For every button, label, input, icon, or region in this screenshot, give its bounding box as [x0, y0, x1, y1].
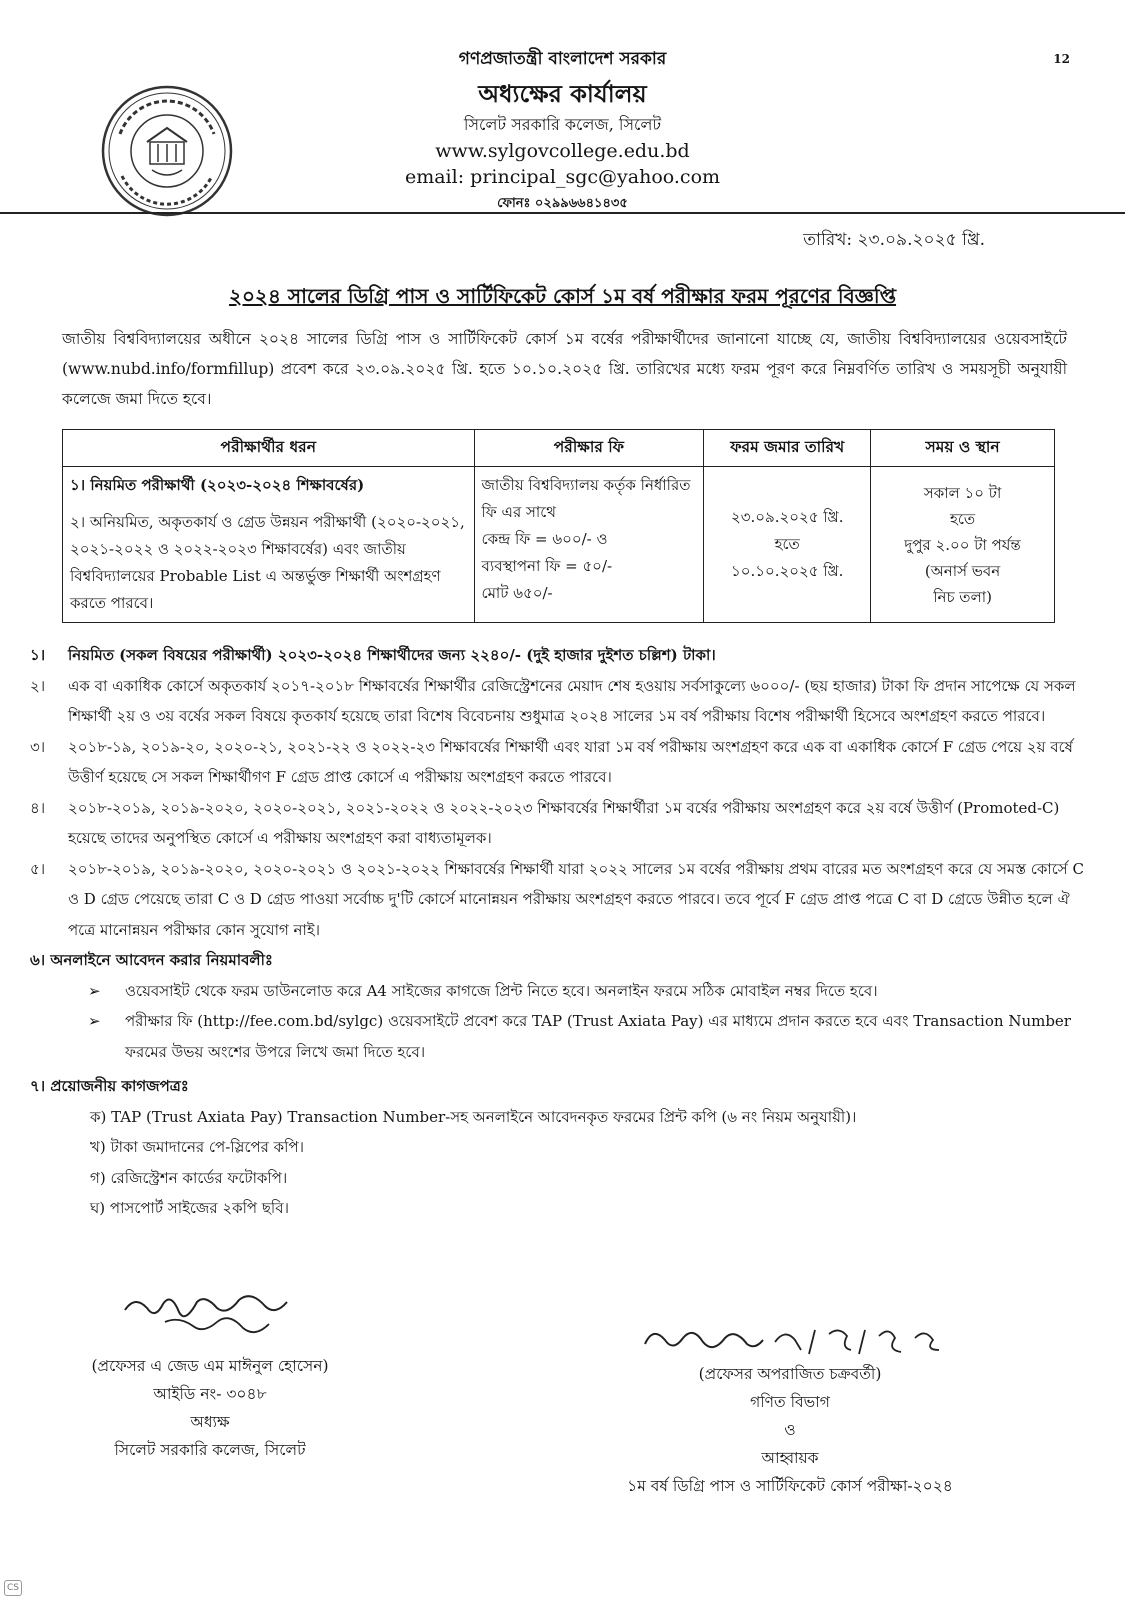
online-instruction-text: পরীক্ষার ফি (http://fee.com.bd/sylgc) ওয়েবসাইটে প্রবেশ করে TAP (Trust Axiata Pay) এর মাধ্যমে প্রদান করতে হবে এবং Transaction Number ফরমের উভয় অংশের উপরে লিখে জমা দিতে হবে।	[125, 1012, 1071, 1061]
principal-institution: সিলেট সরকারি কলেজ, সিলেট	[114, 1441, 306, 1459]
document-item: ক) TAP (Trust Axiata Pay) Transaction Number-সহ অনলাইনে আবেদনকৃত ফরমের প্রিন্ট কপি (৬ নং নিয়ম অনুযায়ী)।	[90, 1107, 857, 1126]
rule-number: ৩।	[30, 737, 46, 756]
rules-list	[30, 640, 1090, 1224]
document-item: ঘ) পাসপোর্ট সাইজের ২কপি ছবি।	[90, 1199, 289, 1217]
required-documents-heading: ৭। প্রয়োজনীয় কাগজপত্রঃ	[30, 1077, 189, 1095]
college-name: সিলেট সরকারি কলেজ, সিলেট	[463, 115, 662, 134]
email-address[interactable]: email: principal_sgc@yahoo.com	[404, 166, 721, 188]
document-item: গ) রেজিস্ট্রেশন কার্ডের ফটোকপি।	[90, 1168, 288, 1187]
exam-fee-cell	[474, 467, 704, 623]
online-instruction-text: ওয়েবসাইট থেকে ফরম ডাউনলোড করে A4 সাইজের কাগজে প্রিন্ট নিতে হবে। অনলাইন ফরমে সঠিক মোবাইল নম্বর দিতে হবে।	[125, 981, 878, 1000]
page-number: 12	[1053, 52, 1070, 66]
header-divider	[0, 212, 1125, 214]
fee-line: জাতীয় বিশ্ববিদ্যালয় কর্তৃক নির্ধারিত ফি এর সাথে	[481, 476, 691, 521]
principal-signature-block	[60, 1290, 360, 1464]
convener-exam: ১ম বর্ষ ডিগ্রি পাস ও সার্টিফিকেট কোর্স পরীক্ষা-২০২৪	[627, 1477, 953, 1495]
time-place-cell	[871, 467, 1055, 623]
fee-line: ব্যবস্থাপনা ফি = ৫০/-	[481, 557, 613, 575]
rule-text: নিয়মিত (সকল বিষয়ের পরীক্ষার্থী) ২০২৩-২০২৪ শিক্ষার্থীদের জন্য ২২৪০/- (দুই হাজার দুইশত চল্লিশ) টাকা।	[68, 646, 716, 664]
fee-line: মোট ৬৫০/-	[481, 584, 553, 602]
online-instructions-heading: ৬। অনলাইনে আবেদন করার নিয়মাবলীঃ	[30, 951, 273, 969]
convener-signature	[625, 1320, 955, 1360]
website-link[interactable]: www.sylgovcollege.edu.bd	[435, 140, 690, 162]
rule-item	[30, 671, 1090, 732]
time-line: সকাল ১০ টা	[923, 483, 1002, 502]
header-examinee-type: পরীক্ষার্থীর ধরন	[63, 430, 475, 467]
convener-name: (প্রফেসর অপরাজিত চক্রবর্তী)	[698, 1365, 882, 1383]
rule-number: ৫।	[30, 859, 46, 878]
online-instruction-item	[30, 1006, 1090, 1067]
examinee-type-cell	[63, 467, 475, 623]
convener-conjunction: ও	[784, 1421, 796, 1439]
online-instruction-item	[30, 976, 1090, 1007]
notice-date: তারিখ: ২৩.০৯.২০২৫ খ্রি.	[803, 230, 985, 250]
convener-role: আহ্বায়ক	[761, 1449, 819, 1467]
rule-text: এক বা একাধিক কোর্সে অকৃতকার্য ২০১৭-২০১৮ শিক্ষাবর্ষের শিক্ষার্থীর রেজিস্ট্রেশনের মেয়াদ শেষ হওয়ায় সর্বসাকুল্যে ৬০০০/- (ছয় হাজার) টাকা ফি প্রদান সাপেক্ষে যে সকল শিক্ষার্থী ২য় ও ৩য় বর্ষের সকল বিষয়ে কৃতকার্য হয়েছে তারা বিশেষ বিবেচনায় শুধুমাত্র ২০২৪ সালের ১ম বর্ষ পরীক্ষায় বিশেষ পরীক্ষার্থী হিসেবে অংশগ্রহণ করতে পারবে।	[68, 676, 1076, 725]
fee-line: কেন্দ্র ফি = ৬০০/- ও	[481, 530, 608, 548]
rule-item	[30, 854, 1090, 946]
principal-designation: অধ্যক্ষ	[190, 1413, 230, 1431]
government-name: গণপ্রজাতন্ত্রী বাংলাদেশ সরকার	[458, 49, 667, 69]
convener-department: গণিত বিভাগ	[750, 1393, 830, 1411]
rule-number: ৪।	[30, 798, 46, 817]
table-header-row	[63, 430, 1055, 467]
header-submission-date: ফরম জমার তারিখ	[704, 430, 871, 467]
rule-text: ২০১৮-২০১৯, ২০১৯-২০২০, ২০২০-২০২১ ও ২০২১-২০২২ শিক্ষাবর্ষের শিক্ষার্থী যারা ২০২২ সালের ১ম বর্ষের পরীক্ষায় প্রথম বারের মত অংশগ্রহণ করে যে সমস্ত কোর্সে C ও D গ্রেড পেয়েছে তারা C ও D গ্রেড পাওয়া সর্বোচ্চ দু'টি কোর্সে মানোন্নয়ন পরীক্ষায় অংশগ্রহণ করতে পারবে। তবে পূর্বে F গ্রেড প্রাপ্ত পত্রে C বা D গ্রেডে উন্নীত হলে ঐ পত্রে মানোন্নয়ন পরীক্ষার কোন সুযোগ নাই।	[68, 859, 1084, 939]
regular-examinee: ১। নিয়মিত পরীক্ষার্থী (২০২৩-২০২৪ শিক্ষাবর্ষের)	[70, 476, 365, 494]
time-line: হতে	[950, 509, 976, 528]
phone-number: ফোনঃ ০২৯৯৬৬৪১৪৩৫	[497, 196, 628, 211]
time-line: নিচ তলা)	[933, 587, 992, 606]
office-title: অধ্যক্ষের কার্যালয়	[478, 79, 647, 108]
table-row	[63, 467, 1055, 623]
date-line: ২৩.০৯.২০২৫ খ্রি.	[730, 508, 844, 526]
document-item: খ) টাকা জমাদানের পে-স্লিপের কপি।	[90, 1138, 305, 1156]
fee-schedule-table	[62, 429, 1055, 623]
arrow-bullet-icon: ➢	[88, 1012, 101, 1030]
rule-item	[30, 640, 1090, 671]
date-line: হতে	[774, 535, 800, 553]
date-line: ১০.১০.২০২৫ খ্রি.	[730, 562, 844, 580]
notice-intro: জাতীয় বিশ্ববিদ্যালয়ের অধীনে ২০২৪ সালের ডিগ্রি পাস ও সার্টিফিকেট কোর্স ১ম বর্ষের পরীক্ষার্থীদের জানানো যাচ্ছে যে, জাতীয় বিশ্ববিদ্যালয়ের ওয়েবসাইটে (www.nubd.info/formfillup) প্রবেশ করে ২৩.০৯.২০২৫ খ্রি. হতে ১০.১০.২০২৫ খ্রি. তারিখের মধ্যে ফরম পূরণ করে নিম্নবর্ণিত তারিখ ও সময়সূচী অনুযায়ী কলেজে জমা দিতে হবে।	[62, 330, 1067, 408]
convener-signature-block	[565, 1320, 1015, 1500]
header-time-place: সময় ও স্থান	[871, 430, 1055, 467]
rule-number: ২।	[30, 676, 46, 695]
arrow-bullet-icon: ➢	[88, 981, 101, 1000]
submission-date-cell	[704, 467, 871, 623]
camscanner-icon: CS	[4, 1580, 22, 1596]
notice-title: ২০২৪ সালের ডিগ্রি পাস ও সার্টিফিকেট কোর্স ১ম বর্ষ পরীক্ষার ফরম পূরণের বিজ্ঞপ্তি	[228, 284, 897, 308]
rule-item	[30, 732, 1090, 793]
irregular-examinee: ২। অনিয়মিত, অকৃতকার্য ও গ্রেড উন্নয়ন পরীক্ষার্থী (২০২০-২০২১, ২০২১-২০২২ ও ২০২২-২০২৩ শিক্ষাবর্ষের) এবং জাতীয় বিশ্ববিদ্যালয়ের Probable List এ অন্তর্ভুক্ত শিক্ষার্থী অংশগ্রহণ করতে পারবে।	[70, 513, 465, 612]
rule-item	[30, 793, 1090, 854]
time-line: দুপুর ২.০০ টা পর্যন্ত	[904, 535, 1021, 554]
rule-text: ২০১৮-২০১৯, ২০১৯-২০২০, ২০২০-২০২১, ২০২১-২০২২ ও ২০২২-২০২৩ শিক্ষাবর্ষের শিক্ষার্থীরা ১ম বর্ষের পরীক্ষায় অংশগ্রহণ করে ২য় বর্ষে উত্তীর্ণ (Promoted-C) হয়েছে তাদের অনুপস্থিত কোর্সে এ পরীক্ষায় অংশগ্রহণ করা বাধ্যতামূলক।	[68, 798, 1060, 847]
principal-signature	[105, 1290, 315, 1352]
principal-name: (প্রফেসর এ জেড এম মাঈনুল হোসেন)	[91, 1357, 329, 1375]
principal-id: আইডি নং- ৩০৪৮	[153, 1385, 267, 1403]
rule-number: ১।	[30, 646, 46, 664]
time-line: (অনার্স ভবন	[924, 561, 1001, 580]
header-exam-fee: পরীক্ষার ফি	[474, 430, 704, 467]
rule-text: ২০১৮-১৯, ২০১৯-২০, ২০২০-২১, ২০২১-২২ ও ২০২২-২৩ শিক্ষাবর্ষের শিক্ষার্থী এবং যারা ১ম বর্ষ পরীক্ষায় অংশগ্রহণ করে এক বা একাধিক কোর্সে F গ্রেড পেয়ে ২য় বর্ষে উত্তীর্ণ হয়েছে সে সকল শিক্ষার্থীগণ F গ্রেড প্রাপ্ত কোর্সে এ পরীক্ষায় অংশগ্রহণ করতে পারবে।	[68, 737, 1073, 786]
